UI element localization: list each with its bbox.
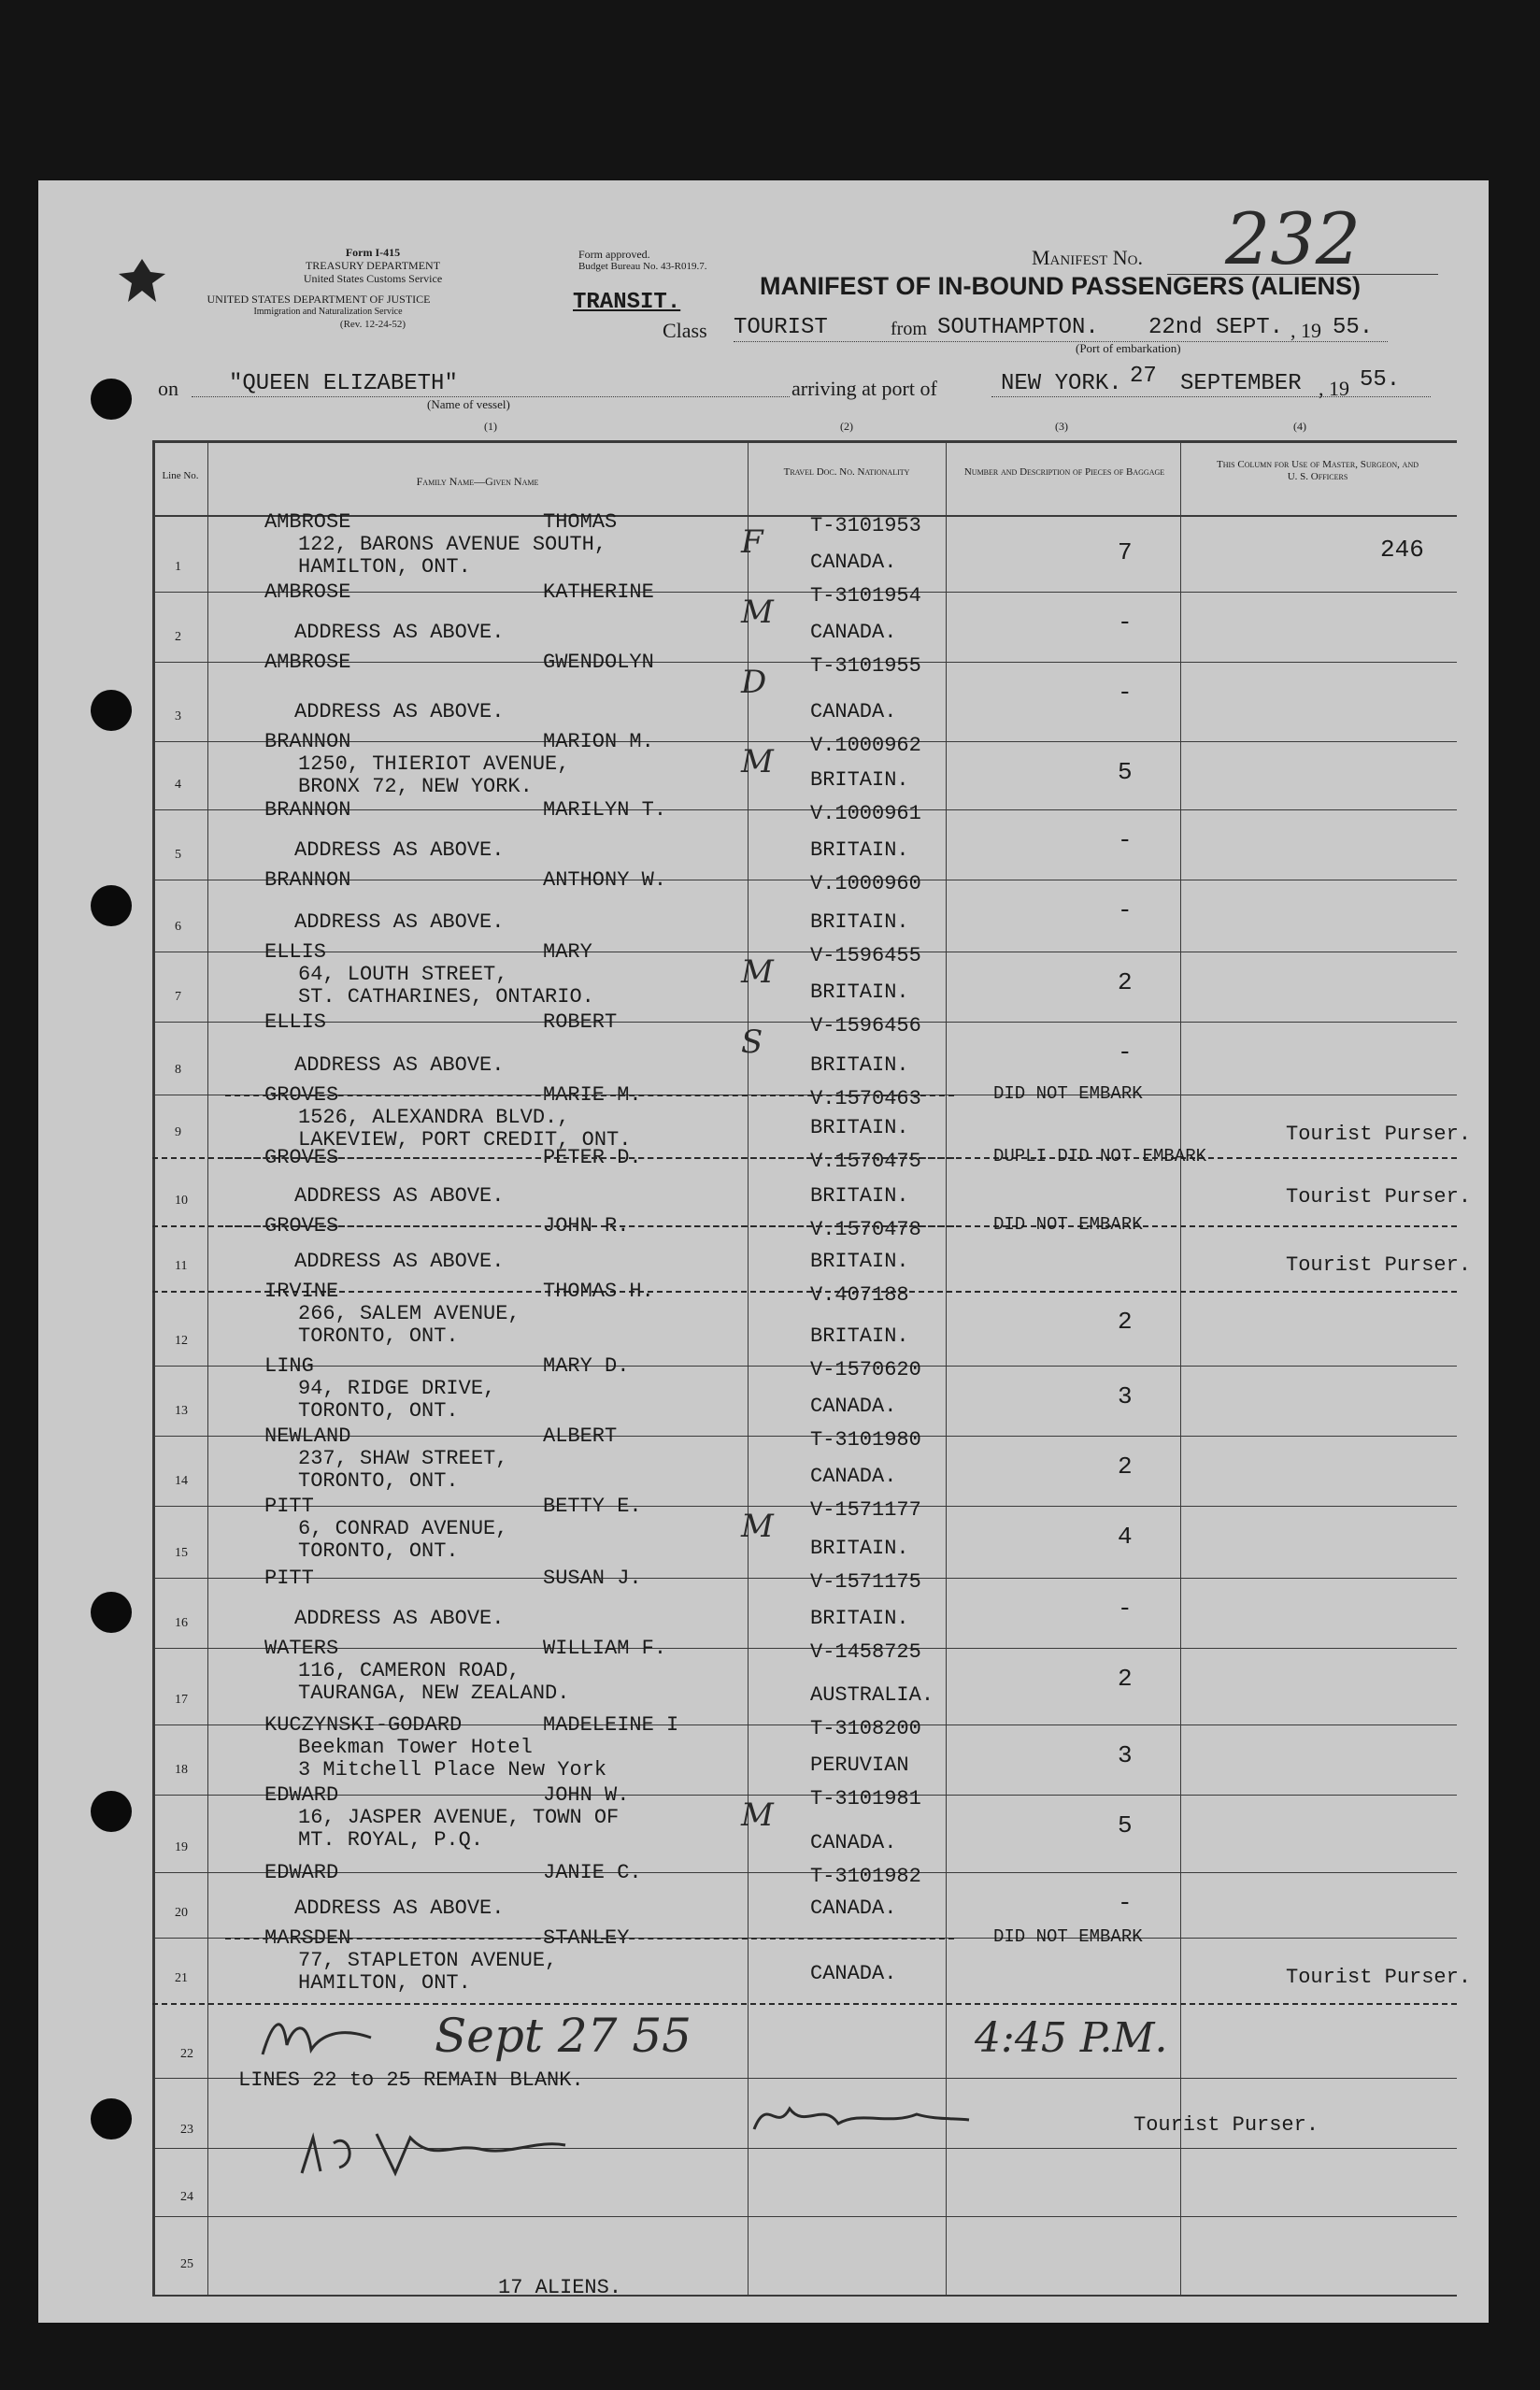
strike-through [225,1157,954,1159]
address-line: TORONTO, ONT. [298,1539,459,1563]
nationality: CANADA. [810,700,897,723]
baggage: - [1118,608,1133,637]
address-line: ST. CATHARINES, ONTARIO. [298,985,594,1009]
strike-through [225,1095,954,1096]
given-name: THOMAS H. [543,1280,654,1303]
binder-hole [91,690,132,731]
header-officers: This Column for Use of Master, Surgeon, and U. S. Officers [1217,459,1419,482]
arrival-month: SEPTEMBER [1180,371,1302,396]
arriving-label: arriving at port of [791,377,937,400]
purser-signature [749,2092,973,2139]
given-name: SUSAN J. [543,1567,642,1590]
eagle-seal-icon [117,255,167,306]
line-number: 13 [175,1404,188,1418]
given-name: MADELEINE I [543,1713,679,1737]
given-name: WILLIAM F. [543,1637,667,1660]
line-number: 19 [175,1840,188,1854]
budget-bureau: Budget Bureau No. 43-R019.7. [578,261,707,272]
given-name: BETTY E. [543,1495,642,1518]
row-divider [152,1578,1457,1579]
nationality: BRITAIN. [810,1324,909,1348]
nationality: BRITAIN. [810,1250,909,1273]
marginal-mark: M [741,953,774,991]
family-name: MARSDEN [264,1926,351,1950]
travel-doc-number: T-3101982 [810,1865,921,1888]
family-name: NEWLAND [264,1424,351,1448]
on-label: on [158,377,178,400]
col-number-1: (1) [484,420,497,433]
line-number: 1 [175,560,181,574]
family-name: AMBROSE [264,580,351,604]
binder-hole [91,885,132,926]
family-name: EDWARD [264,1783,339,1807]
given-name: MARY [543,940,592,964]
officer-initials [292,2125,573,2181]
given-name: JOHN R. [543,1214,630,1238]
family-name: ELLIS [264,940,327,964]
family-name: PITT [264,1567,314,1590]
marginal-mark: M [741,1796,774,1834]
given-name: JANIE C. [543,1861,642,1884]
department-of-justice: UNITED STATES DEPARTMENT OF JUSTICE [207,293,431,306]
nationality: CANADA. [810,1465,897,1488]
year-suffix: 55. [1333,315,1374,340]
travel-doc-number: T-3101954 [810,584,921,608]
row-divider [152,1872,1457,1873]
address-line: ADDRESS AS ABOVE. [294,1607,505,1630]
address-line: 266, SALEM AVENUE, [298,1302,520,1325]
strike-through [225,1225,954,1227]
arrival-year-suffix: 55. [1360,367,1401,393]
travel-doc-number: V-1596455 [810,944,921,967]
arrival-port: NEW YORK. [1001,371,1122,396]
address-line: MT. ROYAL, P.Q. [298,1828,484,1852]
family-name: AMBROSE [264,510,351,534]
handwritten-date: Sept 27 55 [435,2009,692,2063]
given-name: ALBERT [543,1424,618,1448]
header-travel-doc: Travel Doc. No. Nationality [783,466,910,478]
nationality: BRITAIN. [810,1053,909,1077]
travel-doc-number: T-3101955 [810,654,921,678]
baggage: - [1118,1889,1133,1917]
row-divider [152,1022,1457,1023]
address-line: ADDRESS AS ABOVE. [294,910,505,934]
transit-label: TRANSIT. [573,290,681,315]
total-aliens: 17 ALIENS. [498,2276,622,2299]
line-number: 21 [175,1971,188,1985]
address-line: ADDRESS AS ABOVE. [294,1250,505,1273]
header-line-no: Line No. [162,470,199,481]
baggage: - [1118,826,1133,854]
row-divider [152,2003,1457,2005]
line-number: 11 [175,1259,188,1273]
row-divider [152,1506,1457,1507]
line-number: 16 [175,1616,188,1630]
travel-doc-number: V-1570620 [810,1358,921,1381]
nationality: BRITAIN. [810,1537,909,1560]
line-number: 3 [175,709,181,723]
embark-caption: (Port of embarkation) [1076,341,1181,355]
strike-through [225,1938,954,1939]
travel-doc-number: T-3101953 [810,514,921,537]
officer-note: Tourist Purser. [1286,1253,1472,1277]
nationality: BRITAIN. [810,768,909,792]
given-name: PETER D. [543,1146,642,1169]
given-name: MARION M. [543,730,654,753]
address-line: ADDRESS AS ABOVE. [294,700,505,723]
line-number-24: 24 [180,2190,193,2204]
immigration-service: Immigration and Naturalization Service [253,307,403,317]
family-name: AMBROSE [264,651,351,674]
nationality: BRITAIN. [810,838,909,862]
baggage: 2 [1118,1665,1133,1693]
marginal-mark: S [741,1023,763,1061]
given-name: MARIE M. [543,1083,642,1107]
nationality: CANADA. [810,551,897,574]
travel-doc-number: V-1458725 [810,1640,921,1664]
given-name: ANTHONY W. [543,868,667,892]
address-line: Beekman Tower Hotel [298,1736,533,1759]
address-line: 64, LOUTH STREET, [298,963,508,986]
address-line: 6, CONRAD AVENUE, [298,1517,508,1540]
marginal-mark: M [741,594,774,631]
address-line: 1250, THIERIOT AVENUE, [298,752,570,776]
treasury-department: TREASURY DEPARTMENT [305,259,441,272]
address-line: 237, SHAW STREET, [298,1447,508,1470]
family-name: GROVES [264,1214,339,1238]
baggage: - [1118,679,1133,707]
binder-hole [91,2098,132,2140]
handwritten-time: 4:45 P.M. [975,2014,1168,2062]
from-value: SOUTHAMPTON. [937,315,1099,340]
line-number: 7 [175,990,181,1004]
family-name: LING [264,1354,314,1378]
address-line: 16, JASPER AVENUE, TOWN OF [298,1806,620,1829]
class-label: Class [663,319,707,342]
line-number: 20 [175,1906,188,1920]
address-line: 3 Mitchell Place New York [298,1758,607,1782]
marginal-mark: M [741,743,774,780]
travel-doc-number: V.1570463 [810,1087,921,1110]
given-name: STANLEY [543,1926,630,1950]
given-name: THOMAS [543,510,618,534]
line-number-23: 23 [180,2123,193,2137]
address-line: LAKEVIEW, PORT CREDIT, ONT. [298,1128,632,1152]
address-line: TORONTO, ONT. [298,1469,459,1493]
line-number-25: 25 [180,2257,193,2271]
baggage: DID NOT EMBARK [993,1083,1143,1104]
nationality: BRITAIN. [810,910,909,934]
form-approved: Form approved. [578,248,650,261]
line-number: 14 [175,1474,188,1488]
baggage: - [1118,1595,1133,1623]
revision-date: (Rev. 12-24-52) [339,319,406,330]
nationality: CANADA. [810,1831,897,1854]
vessel-name: "QUEEN ELIZABETH" [229,371,458,396]
baggage: 2 [1118,968,1133,996]
nationality: AUSTRALIA. [810,1683,934,1707]
col-number-2: (2) [840,420,853,433]
marginal-mark: F [741,523,763,561]
baggage: 4 [1118,1523,1133,1551]
manifest-page [38,180,1489,2323]
departure-date: 22nd SEPT. [1148,315,1284,340]
family-name: BRANNON [264,798,351,822]
address-line: 1526, ALEXANDRA BLVD., [298,1106,570,1129]
form-number: Form I-415 [345,246,401,259]
baggage: DUPLI DID NOT EMBARK [993,1146,1207,1166]
officer-note: 246 [1380,536,1424,564]
baggage: 7 [1118,538,1133,566]
line-number: 6 [175,920,181,934]
nationality: BRITAIN. [810,1184,909,1208]
baggage: - [1118,1038,1133,1066]
row-divider [152,1291,1457,1293]
baggage: 5 [1118,758,1133,786]
baggage: - [1118,896,1133,924]
address-line: ADDRESS AS ABOVE. [294,1896,505,1920]
address-line: ADDRESS AS ABOVE. [294,838,505,862]
customs-service: United States Customs Service [303,272,443,285]
nationality: CANADA. [810,621,897,644]
col-number-3: (3) [1055,420,1068,433]
blank-lines-note: LINES 22 to 25 REMAIN BLANK. [238,2068,584,2092]
family-name: BRANNON [264,868,351,892]
line-number: 9 [175,1125,181,1139]
col-number-4: (4) [1293,420,1306,433]
travel-doc-number: V.407188 [810,1283,909,1307]
year-prefix: , 19 [1290,319,1321,342]
header-name: Family Name—Given Name [416,475,539,488]
baggage: 2 [1118,1308,1133,1336]
marginal-mark: D [741,664,767,701]
address-line: 122, BARONS AVENUE SOUTH, [298,533,607,556]
given-name: KATHERINE [543,580,654,604]
address-line: 77, STAPLETON AVENUE, [298,1949,558,1972]
from-label: from [891,319,927,339]
address-line: TORONTO, ONT. [298,1324,459,1348]
given-name: ROBERT [543,1010,618,1034]
family-name: GROVES [264,1146,339,1169]
arrival-year-prefix: , 19 [1319,377,1349,400]
baggage: 2 [1118,1453,1133,1481]
class-value: TOURIST [734,315,828,340]
travel-doc-number: V-1596456 [810,1014,921,1038]
marginal-mark: M [741,1508,774,1545]
travel-doc-number: V-1571177 [810,1498,921,1522]
address-line: TORONTO, ONT. [298,1399,459,1423]
address-line: HAMILTON, ONT. [298,1971,471,1995]
nationality: BRITAIN. [810,1116,909,1139]
binder-hole [91,1592,132,1633]
officer-note: Tourist Purser. [1286,1123,1472,1146]
baggage: DID NOT EMBARK [993,1926,1143,1947]
address-line: 94, RIDGE DRIVE, [298,1377,496,1400]
travel-doc-number: V.1000961 [810,802,921,825]
address-line: 116, CAMERON ROAD, [298,1659,520,1682]
baggage: 5 [1118,1811,1133,1839]
nationality: PERUVIAN [810,1753,909,1777]
officer-note: Tourist Purser. [1286,1966,1472,1989]
manifest-number: 232 [1225,197,1362,280]
binder-hole [91,1791,132,1832]
binder-hole [91,379,132,420]
vessel-caption: (Name of vessel) [427,397,510,411]
line-number: 18 [175,1763,188,1777]
given-name: GWENDOLYN [543,651,654,674]
row-divider [152,1648,1457,1649]
family-name: BRANNON [264,730,351,753]
travel-doc-number: V.1000962 [810,734,921,757]
line-number: 8 [175,1063,181,1077]
travel-doc-number: T-3101981 [810,1787,921,1810]
family-name: ELLIS [264,1010,327,1034]
family-name: GROVES [264,1083,339,1107]
family-name: WATERS [264,1637,339,1660]
family-name: EDWARD [264,1861,339,1884]
travel-doc-number: V.1570475 [810,1150,921,1173]
manifest-no-label: Manifest No. [1032,246,1143,269]
travel-doc-number: T-3108200 [810,1717,921,1740]
arrival-day: 27 [1130,364,1157,389]
travel-doc-number: V.1000960 [810,872,921,895]
family-name: IRVINE [264,1280,339,1303]
row-divider [152,1795,1457,1796]
line-number: 17 [175,1693,188,1707]
officer-note: Tourist Purser. [1286,1185,1472,1209]
travel-doc-number: V-1571175 [810,1570,921,1594]
family-name: PITT [264,1495,314,1518]
given-name: JOHN W. [543,1783,630,1807]
line-number: 4 [175,778,181,792]
nationality: BRITAIN. [810,1607,909,1630]
nationality: CANADA. [810,1962,897,1985]
travel-doc-number: V.1570478 [810,1218,921,1241]
given-name: MARILYN T. [543,798,667,822]
row-divider [152,1366,1457,1367]
line-number-22: 22 [180,2047,193,2061]
baggage: 3 [1118,1741,1133,1769]
baggage: 3 [1118,1382,1133,1410]
officer-signature [255,2008,377,2064]
address-line: ADDRESS AS ABOVE. [294,1184,505,1208]
header-baggage: Number and Description of Pieces of Baggage [963,466,1165,478]
line-number: 10 [175,1194,188,1208]
address-line: BRONX 72, NEW YORK. [298,775,533,798]
manifest-title: MANIFEST OF IN-BOUND PASSENGERS (ALIENS) [760,272,1362,300]
line-number: 15 [175,1546,188,1560]
family-name: KUCZYNSKI-GODARD [264,1713,463,1737]
nationality: CANADA. [810,1395,897,1418]
nationality: CANADA. [810,1896,897,1920]
nationality: BRITAIN. [810,980,909,1004]
travel-doc-number: T-3101980 [810,1428,921,1452]
address-line: HAMILTON, ONT. [298,555,471,579]
baggage: DID NOT EMBARK [993,1214,1143,1235]
line-number: 2 [175,630,181,644]
purser-signature-label: Tourist Purser. [1134,2113,1319,2137]
address-line: ADDRESS AS ABOVE. [294,1053,505,1077]
address-line: TAURANGA, NEW ZEALAND. [298,1682,570,1705]
address-line: ADDRESS AS ABOVE. [294,621,505,644]
line-number: 12 [175,1334,188,1348]
line-number: 5 [175,848,181,862]
given-name: MARY D. [543,1354,630,1378]
